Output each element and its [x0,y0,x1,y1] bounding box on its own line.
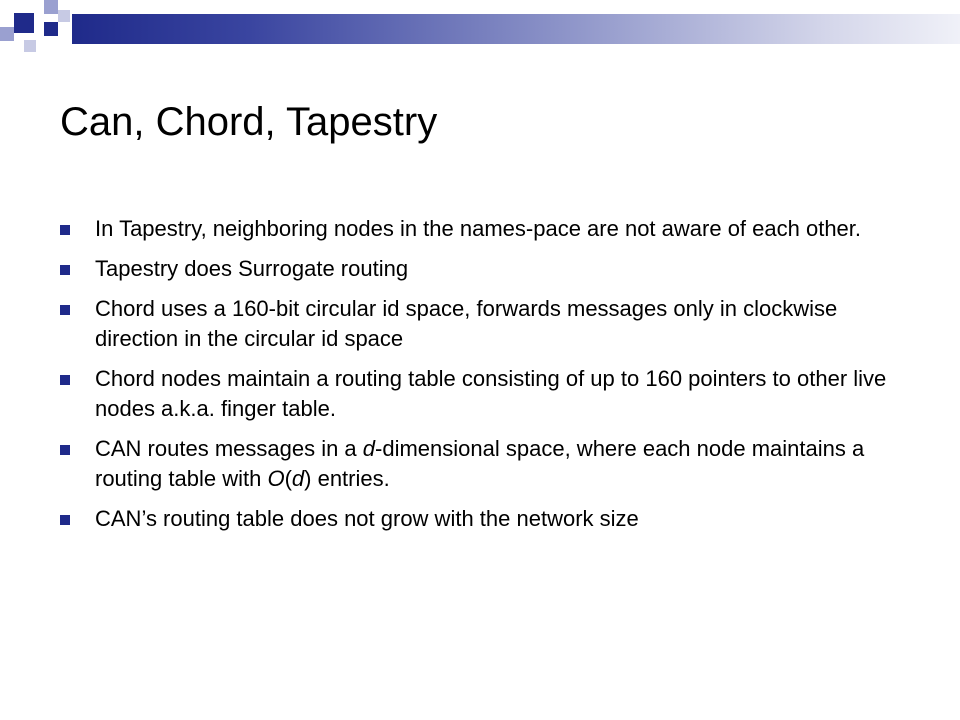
bullet-text: ( [284,466,292,491]
bullet-list [60,214,900,544]
bullet-item [60,214,900,244]
corner-square-light [58,10,70,22]
bullet-text: -dimensional space, where each node maintains a routing table with [95,436,865,491]
bullet-item [60,364,900,424]
corner-square-dark [44,22,58,36]
bullet-text-italic: O [267,466,285,491]
bullet-text: Chord nodes maintain a routing table consisting of up to 160 pointers to other live nodes a.k.a. finger table. [95,366,887,421]
bullet-text: Chord uses a 160-bit circular id space, forwards messages only in clockwise direction in the circular id space [95,296,838,351]
bullet-square-icon [60,265,70,275]
bullet-text-italic: d [362,436,376,461]
slide-title: Can, Chord, Tapestry [60,100,438,144]
bullet-square-icon [60,225,70,235]
bullet-item [60,254,900,284]
bullet-square-icon [60,375,70,385]
bullet-square-icon [60,445,70,455]
bullet-item [60,434,900,494]
bullet-text: CAN’s routing table does not grow with the network size [95,506,639,531]
bullet-item [60,504,900,534]
bullet-text: Tapestry does Surrogate routing [95,256,409,281]
bullet-text-italic: d [291,466,305,491]
bullet-text: In Tapestry, neighboring nodes in the names-pace are not aware of each other. [95,216,862,241]
bullet-text: CAN routes messages in a [95,436,363,461]
corner-square-light [44,0,58,14]
bullet-item [60,294,900,354]
bullet-square-icon [60,515,70,525]
bullet-text: ) entries. [304,466,390,491]
corner-square-light [0,27,14,41]
corner-square-light [24,40,36,52]
bullet-square-icon [60,305,70,315]
corner-square-dark [14,13,34,33]
header-gradient-bar [72,14,960,44]
